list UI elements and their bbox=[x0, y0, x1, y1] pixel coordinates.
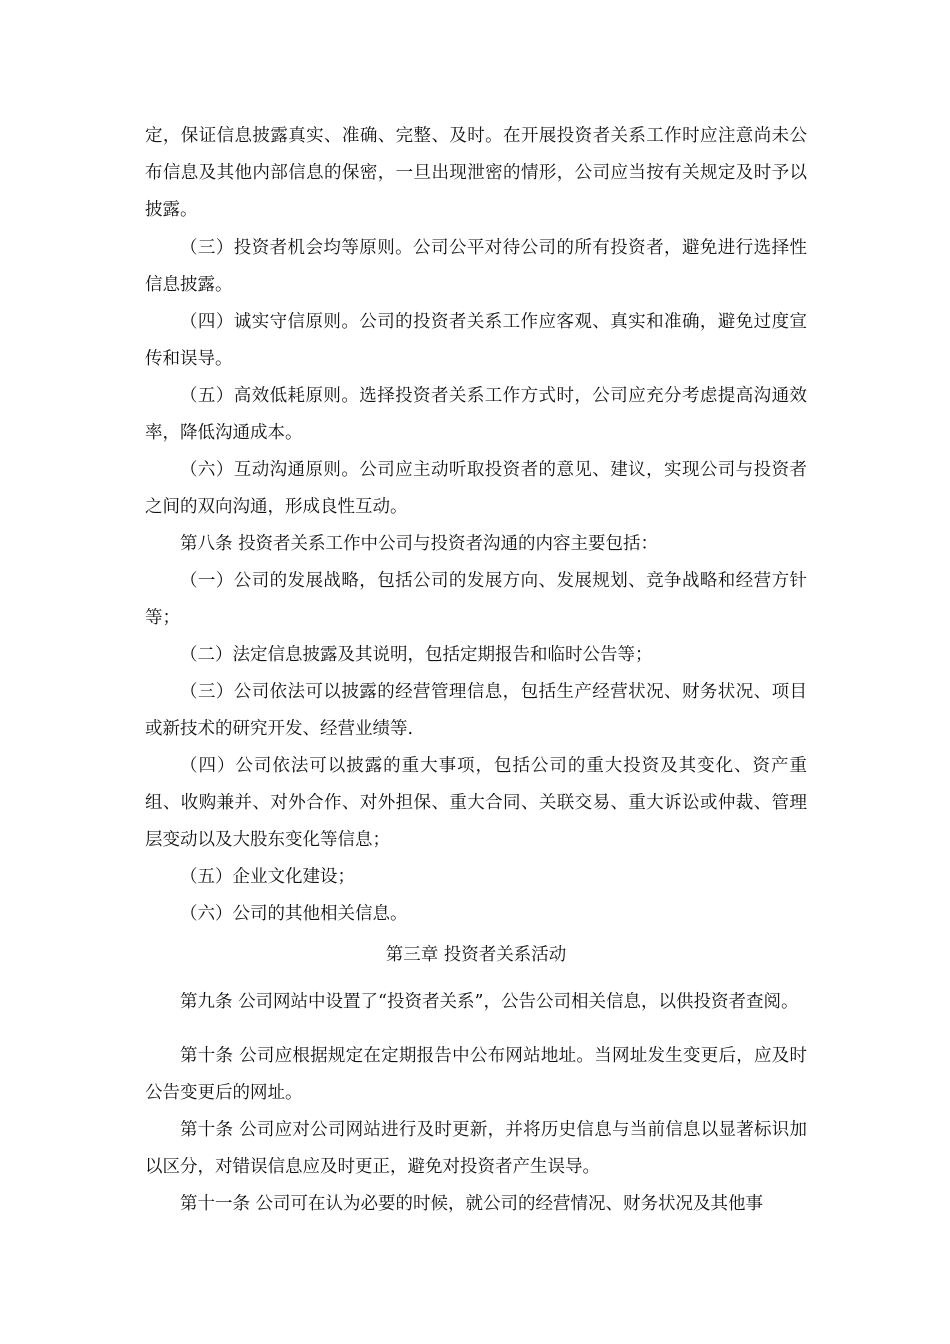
paragraph-principle-4: （四）诚实守信原则。公司的投资者关系工作应客观、真实和准确，避免过度宣传和误导。 bbox=[145, 312, 807, 369]
paragraph-item-6: （六）公司的其他相关信息。 bbox=[180, 904, 408, 924]
paragraph-principle-5: （五）高效低耗原则。选择投资者关系工作方式时，公司应充分考虑提高沟通效率，降低沟通成本。 bbox=[145, 386, 807, 443]
paragraph-article-10: 第十条 公司应根据规定在定期报告中公布网站地址。当网址发生变更后，应及时公告变更后的网址。 bbox=[145, 1046, 807, 1103]
paragraph-item-4: （四）公司依法可以披露的重大事项，包括公司的重大投资及其变化、资产重组、收购兼并、对外合作、对外担保、重大合同、关联交易、重大诉讼或仲裁、管理层变动以及大股东变化等信息； bbox=[145, 756, 807, 850]
paragraph-item-3: （三）公司依法可以披露的经营管理信息，包括生产经营状况、财务状况、项目或新技术的研究开发、经营业绩等. bbox=[145, 682, 807, 739]
paragraph-article-10-dup: 第十条 公司应对公司网站进行及时更新，并将历史信息与当前信息以显著标识加以区分，对错误信息应及时更正，避免对投资者产生误导。 bbox=[145, 1120, 807, 1177]
paragraph-article-11: 第十一条 公司可在认为必要的时候，就公司的经营情况、财务状况及其他事 bbox=[180, 1194, 764, 1214]
paragraph-continuation: 定，保证信息披露真实、准确、完整、及时。在开展投资者关系工作时应注意尚未公布信息及其他内部信息的保密，一旦出现泄密的情形，公司应当按有关规定及时予以披露。 bbox=[145, 126, 807, 220]
paragraph-principle-3: （三）投资者机会均等原则。公司公平对待公司的所有投资者，避免进行选择性信息披露。 bbox=[145, 238, 807, 295]
paragraph-article-9: 第九条 公司网站中设置了“投资者关系”，公告公司相关信息，以供投资者查阅。 bbox=[180, 992, 799, 1012]
paragraph-item-5: （五）企业文化建设； bbox=[180, 867, 355, 887]
paragraph-item-2: （二）法定信息披露及其说明，包括定期报告和临时公告等； bbox=[180, 645, 653, 665]
paragraph-item-1: （一）公司的发展战略，包括公司的发展方向、发展规划、竞争战略和经营方针等； bbox=[145, 571, 807, 628]
chapter-heading: 第三章 投资者关系活动 bbox=[385, 945, 567, 965]
paragraph-article-8: 第八条 投资者关系工作中公司与投资者沟通的内容主要包括： bbox=[180, 534, 659, 554]
paragraph-principle-6: （六）互动沟通原则。公司应主动听取投资者的意见、建议，实现公司与投资者之间的双向沟通，形成良性互动。 bbox=[145, 460, 807, 517]
